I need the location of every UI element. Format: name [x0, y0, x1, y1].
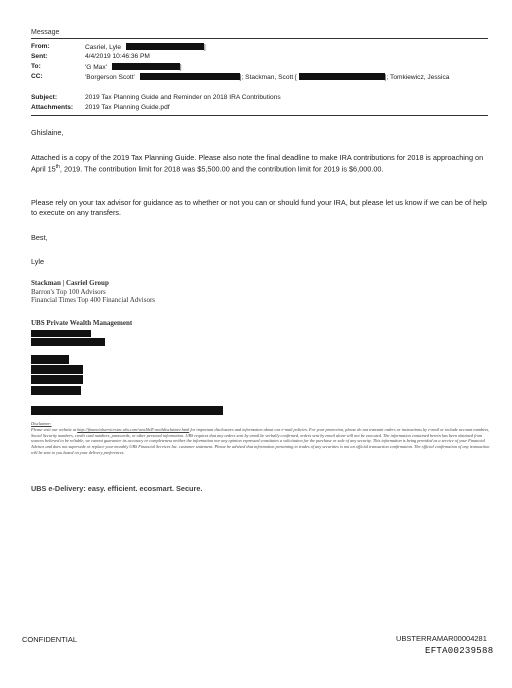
redaction-block [31, 355, 69, 364]
disclaimer-text: for important disclosures and information about our e-mail policies. For your protection, please do not transmit orders or instructions by e-mail or include account numbers, Social Security numbers, credit card numbers, passwords, or other personal information. UBS requires that any orders sent by email be verbally confirmed, orders sent by email alone will not be executed. The information contained herein has been obtained from sources believed to be reliable, we cannot guarantee its accuracy or completeness neither the information nor any opinion expressed constitutes a solicitation for the purchase or sale of any security. This information is being provided as a service of your Financial Advisor and does not supersede or replace your monthly UBS Financial Services Inc. customer statement. Please be advised that information pertaining to trades of any securities is not an official transaction confirmation. The official confirmation of any transaction will be sent to you based on your delivery preferences. [31, 426, 490, 455]
disclaimer [31, 421, 491, 456]
header-bottom-divider [31, 115, 488, 116]
from-tail: ] [203, 44, 206, 51]
redaction-block [31, 375, 83, 384]
subject-value: 2019 Tax Planning Guide and Reminder on 2018 IRA Contributions [85, 94, 281, 101]
body-paragraph-1 [31, 153, 491, 174]
sent-label: Sent: [31, 53, 48, 60]
signature-line: Barron's Top 100 Advisors [31, 287, 106, 296]
attachment-link[interactable]: 2019 Tax Planning Guide.pdf [85, 104, 170, 111]
confidential-label: CONFIDENTIAL [22, 635, 78, 644]
to-value: 'G Max' [85, 64, 107, 71]
disclaimer-title: Disclaimer: [31, 421, 52, 426]
edelivery-tagline: UBS e-Delivery: easy. efficient. ecosmart. Secure. [31, 484, 203, 493]
greeting: Ghislaine, [31, 128, 64, 137]
efta-number: EFTA00239588 [425, 646, 494, 656]
superscript: th [55, 163, 60, 170]
disclaimer-text: Please visit our website at [31, 426, 78, 432]
header-divider [31, 38, 488, 39]
redaction-bar [126, 43, 204, 50]
signature-block [31, 279, 155, 305]
redaction-block [31, 365, 83, 374]
paragraph-text: Attached is a copy of the 2019 Tax Planning Guide. Please also note the final deadline to make IRA contributions for 2018 is approaching on April 15 [31, 153, 484, 174]
redaction-bar [299, 73, 385, 80]
paragraph-text: , 2019. The contribution limit for 2018 was $5,500.00 and the contribution limit for 2019 is $6,000.00. [59, 164, 384, 174]
signoff: Lyle [31, 257, 45, 266]
attachments-label: Attachments: [31, 104, 74, 111]
sent-value: 4/4/2019 10:46:36 PM [85, 53, 150, 60]
cc-value-2: ]; Stackman, Scott [ [239, 74, 297, 81]
disclaimer-link[interactable]: http://financialservicesinc.ubs.com/wealth/E-maildisclaimer.html [77, 426, 190, 432]
redaction-block [31, 406, 223, 415]
to-label: To: [31, 63, 41, 70]
cc-value-1: 'Borgerson Scott' [85, 74, 135, 81]
from-value: Casriel, Lyle [85, 44, 122, 51]
redaction-block [31, 386, 81, 395]
signature-line: Financial Times Top 400 Financial Advisors [31, 296, 156, 305]
redaction-bar [140, 73, 240, 80]
section-label: Message [31, 29, 60, 36]
subject-label: Subject: [31, 94, 58, 101]
bates-number: UBSTERRAMAR00004281 [396, 634, 487, 643]
redaction-block [31, 338, 105, 346]
firm-name: UBS Private Wealth Management [31, 319, 133, 327]
to-tail: ] [179, 64, 182, 71]
signature-group: Stackman | Casriel Group [31, 279, 109, 287]
cc-label: CC: [31, 73, 43, 80]
redaction-bar [112, 63, 180, 70]
closing: Best, [31, 233, 48, 242]
body-paragraph-2: Please rely on your tax advisor for guidance as to whether or not you can or should fund your IRA, but please let us know if we can be of help to execute on any transfers. [31, 198, 487, 217]
redaction-block [31, 330, 91, 337]
from-label: From: [31, 43, 50, 50]
cc-value-3: ]; Tomkiewicz, Jessica [384, 74, 450, 81]
